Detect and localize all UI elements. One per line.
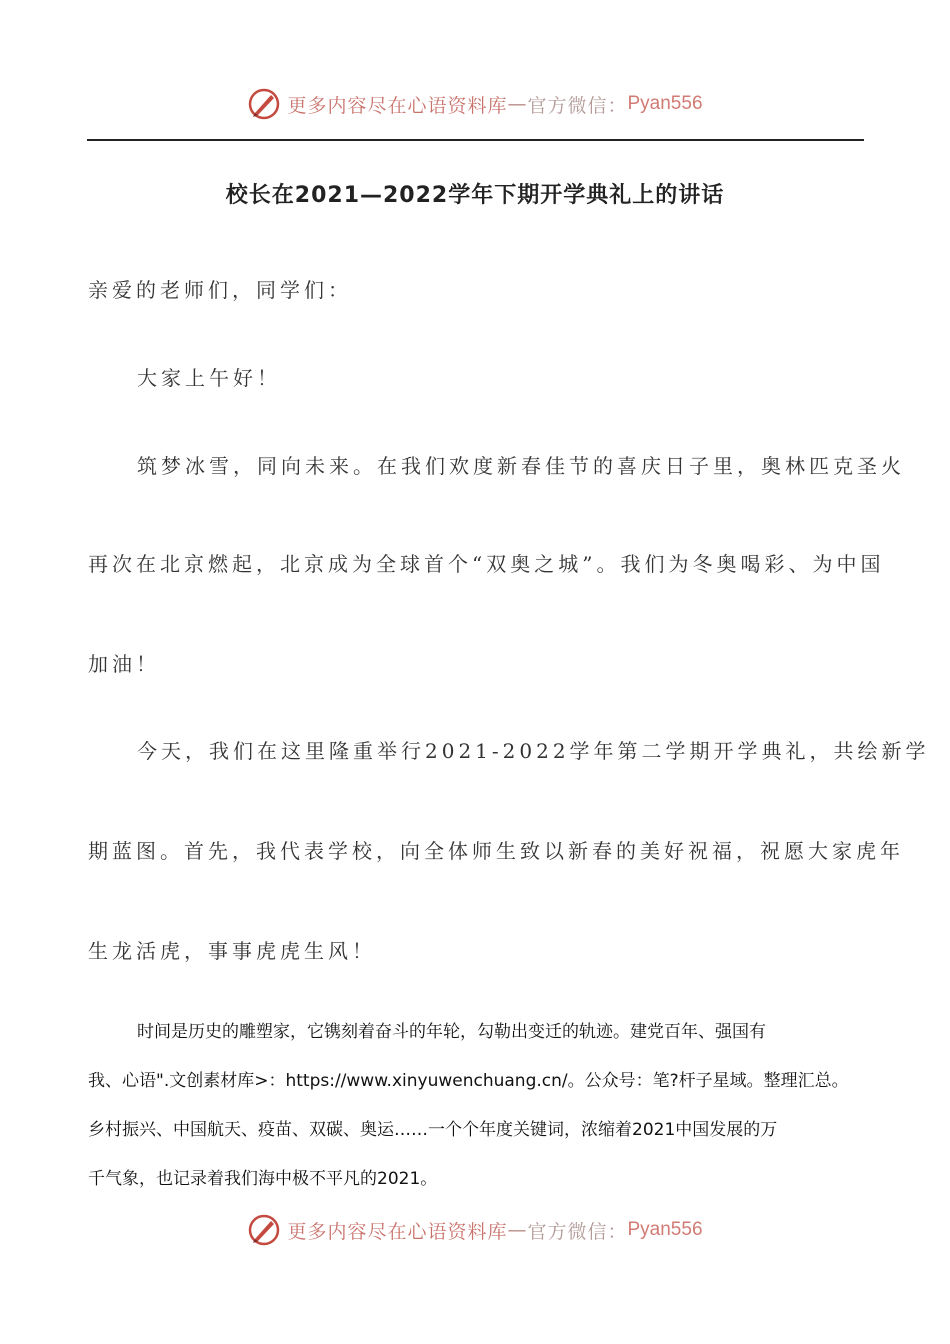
footer-banner <box>0 1210 950 1250</box>
banner-wechat-label: 官方微信： <box>527 94 628 117</box>
greeting: 亲爱的老师们，同学们： <box>88 278 352 302</box>
para1-line2: 再次在北京燃起，北京成为全球首个“双奥之城”。我们为冬奥喝彩、为中国 <box>88 552 885 576</box>
banner-separator: — <box>507 1219 528 1241</box>
header-banner <box>0 84 950 124</box>
para1-line1: 筑梦冰雪，同向未来。在我们欢度新春佳节的喜庆日子里，奥林匹克圣火 <box>137 454 905 478</box>
para3-line3: 乡村振兴、中国航天、疫苗、双碳、奥运……一个个年度关键词，浓缩着2021中国发展的万 <box>88 1120 778 1140</box>
para3 <box>88 1008 868 1204</box>
para3-line2: 我、心语".文创素材库>：https://www.xinyuwenchuang.cn/。公众号：笔?杆子星域。整理汇总。 <box>88 1071 849 1091</box>
para3-line4: 千气象，也记录着我们海中极不平凡的2021。 <box>88 1169 438 1189</box>
banner-brand: 更多内容尽在心语资料库 <box>287 94 508 117</box>
pen-logo-icon <box>247 87 281 121</box>
pen-logo-icon <box>247 1213 281 1247</box>
para1-line3: 加油！ <box>88 652 160 676</box>
para2-line1: 今天，我们在这里隆重举行2021-2022学年第二学期开学典礼，共绘新学 <box>137 739 930 763</box>
banner-brand: 更多内容尽在心语资料库 <box>287 1220 508 1243</box>
header-divider <box>87 139 864 141</box>
para3-line1: 时间是历史的雕塑家，它镌刻着奋斗的年轮，勾勒出变迁的轨迹。建党百年、强国有 <box>137 1022 766 1042</box>
page-title: 校长在2021—2022学年下期开学典礼上的讲话 <box>225 183 725 208</box>
hello-line: 大家上午好！ <box>137 366 281 390</box>
banner-wechat-label: 官方微信： <box>527 1220 628 1243</box>
para2-line3: 生龙活虎，事事虎虎生风！ <box>88 939 376 963</box>
banner-separator: — <box>507 93 528 115</box>
banner-wechat-id: Pyan556 <box>627 93 703 114</box>
banner-wechat-id: Pyan556 <box>627 1219 703 1240</box>
para2-line2: 期蓝图。首先，我代表学校，向全体师生致以新春的美好祝福，祝愿大家虎年 <box>88 839 904 863</box>
